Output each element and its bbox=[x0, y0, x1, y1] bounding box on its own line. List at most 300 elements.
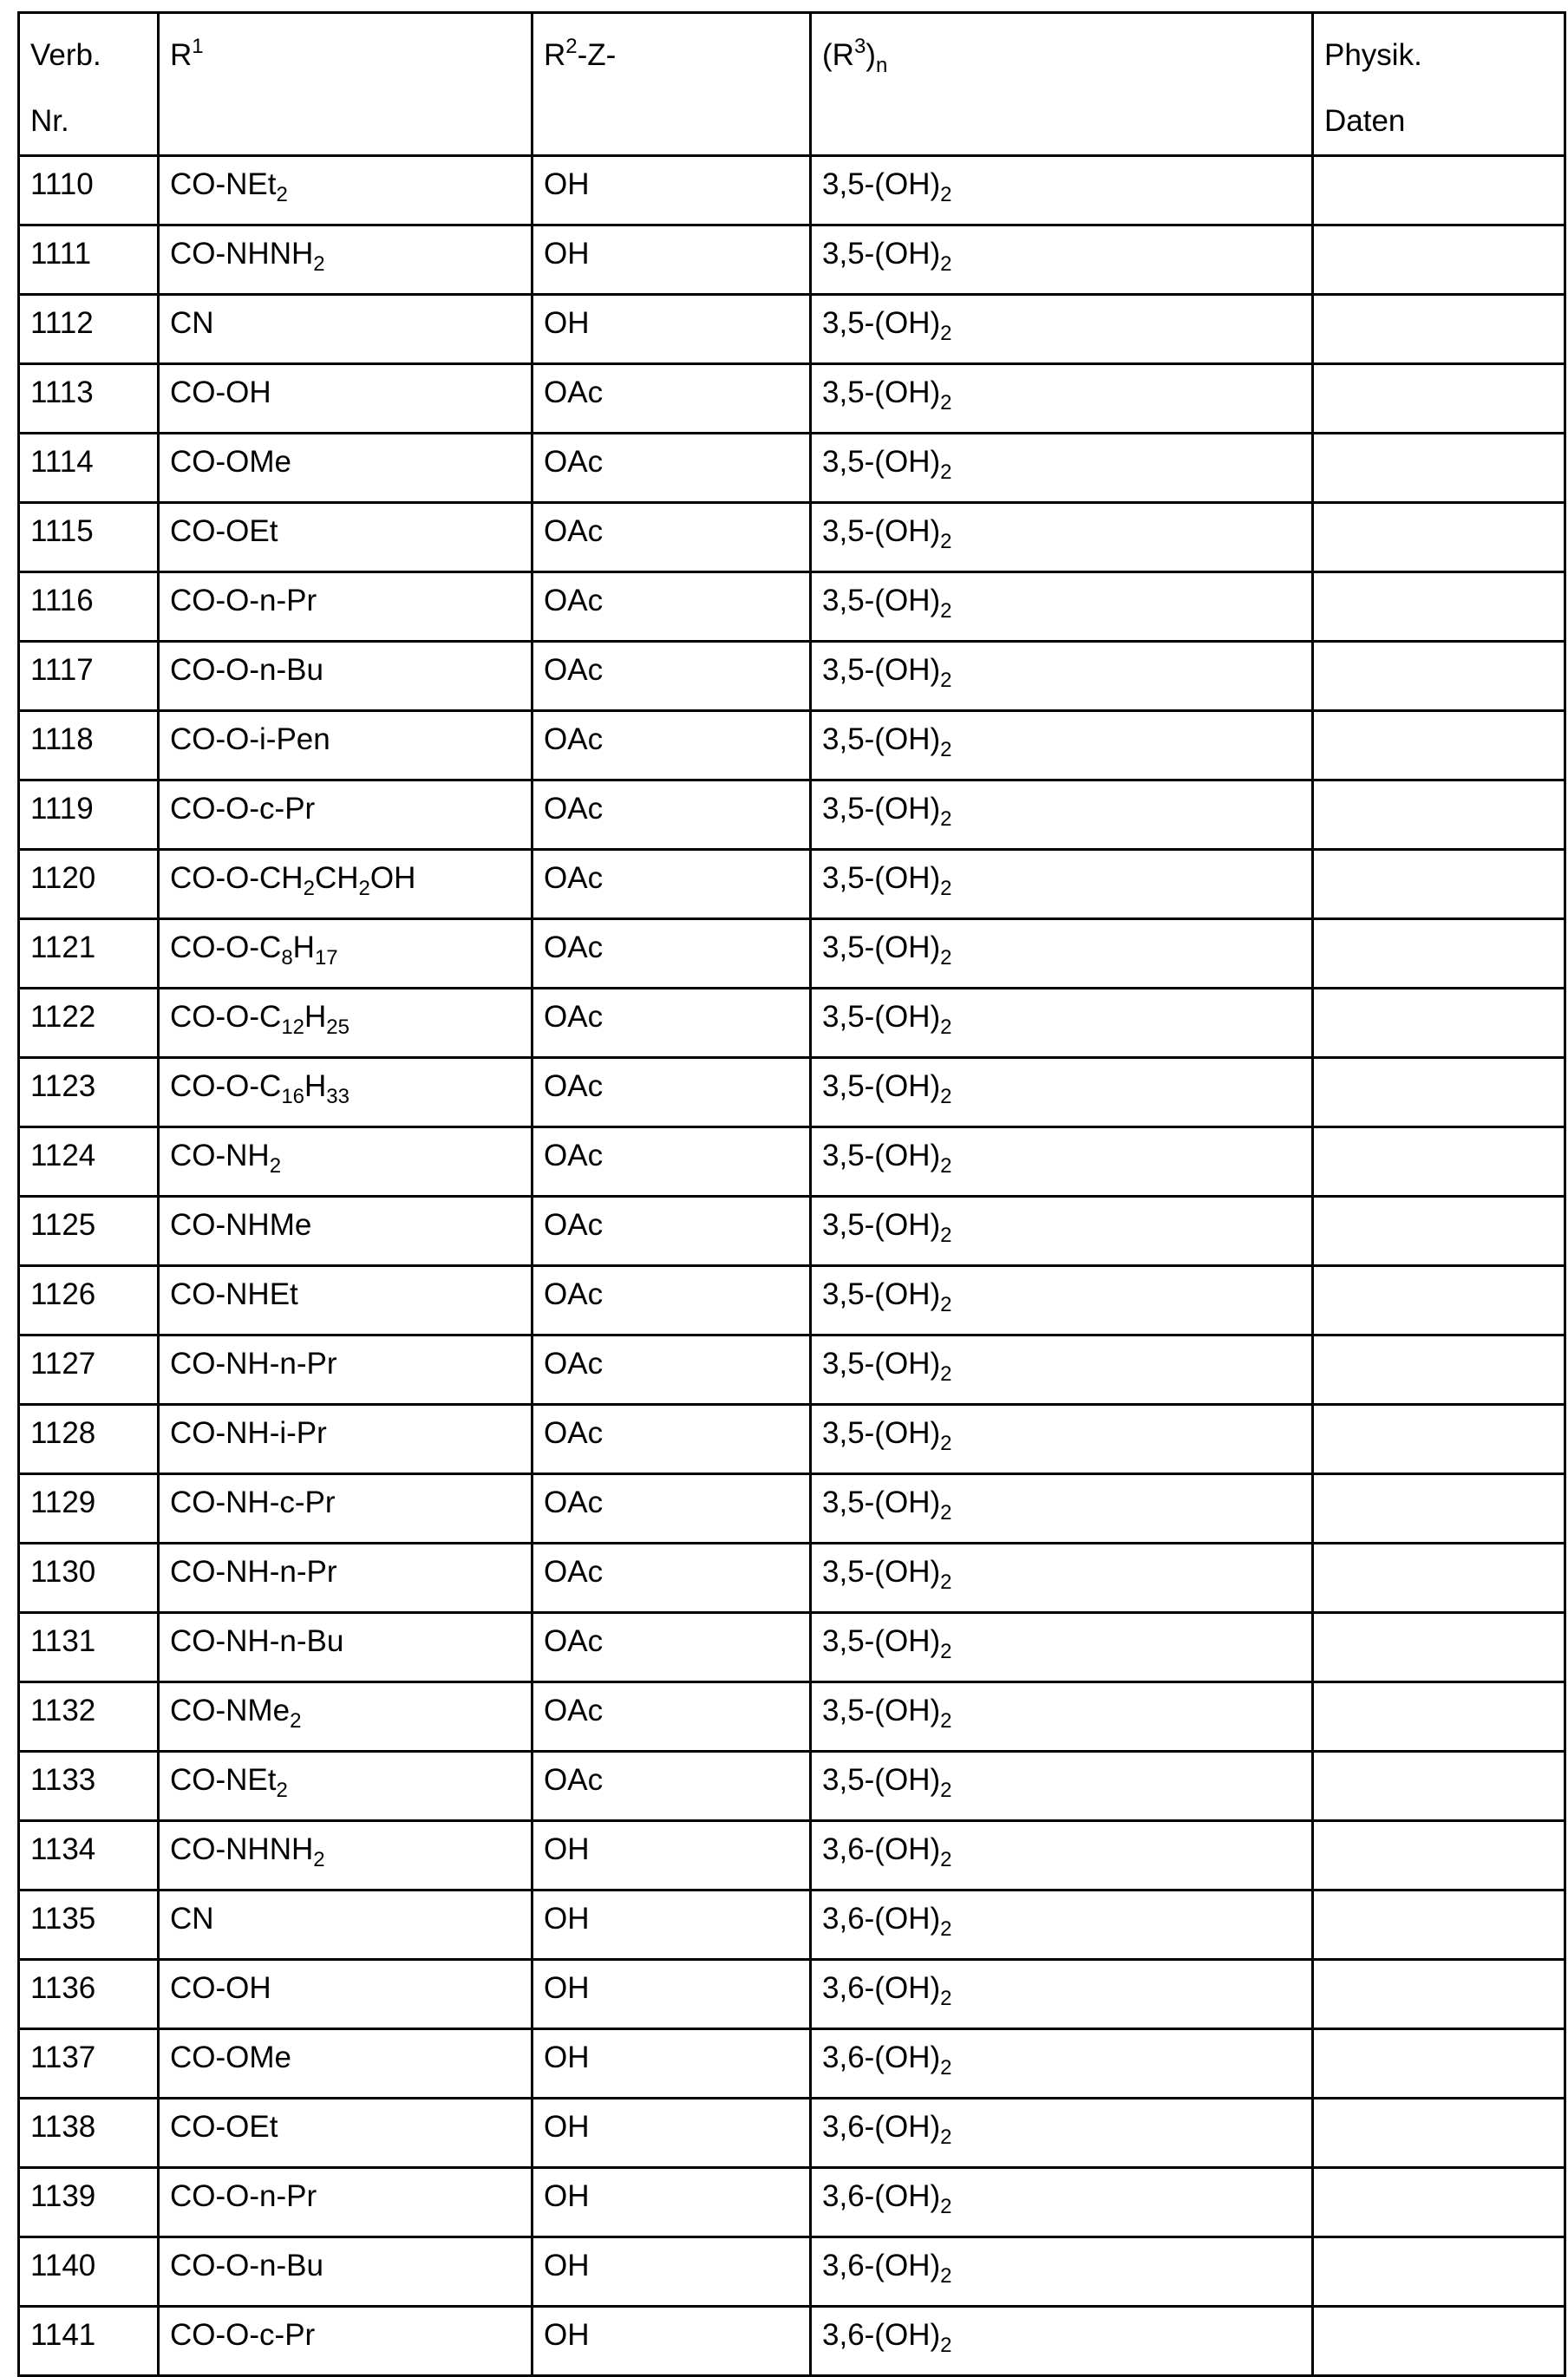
r2z-value: OAc bbox=[544, 445, 604, 479]
cell-r1 bbox=[159, 434, 532, 503]
cell-r2z bbox=[532, 642, 811, 711]
r3n-text: 3,5-(OH) bbox=[822, 653, 941, 687]
table-row bbox=[19, 503, 1565, 572]
r2z-value: OAc bbox=[544, 1000, 604, 1034]
r3n-subscript: 2 bbox=[940, 2126, 952, 2149]
cell-r3n bbox=[811, 572, 1313, 642]
table-row bbox=[19, 364, 1565, 434]
r3n-text: 3,5-(OH) bbox=[822, 722, 941, 756]
r3n-text: 3,5-(OH) bbox=[822, 861, 941, 895]
r1-text: CO-O-n-Bu bbox=[170, 2249, 323, 2282]
cell-verb-nr bbox=[19, 642, 159, 711]
cell-physik-daten bbox=[1313, 642, 1565, 711]
cell-verb-nr bbox=[19, 1266, 159, 1335]
cell-r3n bbox=[811, 225, 1313, 295]
cell-r3n bbox=[811, 1821, 1313, 1890]
compound-table bbox=[17, 11, 1566, 2377]
r1-text: OH bbox=[369, 861, 416, 895]
cell-r1 bbox=[159, 2237, 532, 2307]
r1-text: CO-NHNH bbox=[170, 237, 314, 271]
cell-r1 bbox=[159, 1266, 532, 1335]
header-row bbox=[19, 13, 1565, 156]
r3n-text: 3,5-(OH) bbox=[822, 931, 941, 964]
r1-text: CO-OH bbox=[170, 1971, 271, 2005]
cell-r1 bbox=[159, 503, 532, 572]
cell-r3n bbox=[811, 2307, 1313, 2376]
header-r2z bbox=[532, 13, 811, 156]
cell-physik-daten bbox=[1313, 919, 1565, 989]
table-row bbox=[19, 2237, 1565, 2307]
cell-r3n bbox=[811, 2168, 1313, 2237]
table-row bbox=[19, 2168, 1565, 2237]
cell-physik-daten bbox=[1313, 1752, 1565, 1821]
table-row bbox=[19, 1544, 1565, 1613]
cell-r1 bbox=[159, 1127, 532, 1197]
cell-r3n bbox=[811, 1544, 1313, 1613]
cell-r1 bbox=[159, 1960, 532, 2029]
r2z-value: OAc bbox=[544, 1763, 604, 1797]
r3n-subscript: 2 bbox=[940, 530, 952, 553]
cell-r3n bbox=[811, 780, 1313, 850]
r1-text: CO-NHNH bbox=[170, 1832, 314, 1866]
compound-number: 1138 bbox=[30, 2110, 96, 2144]
header-r2z-sup: 2 bbox=[565, 35, 578, 58]
r3n-subscript: 2 bbox=[940, 252, 952, 276]
r3n-subscript: 2 bbox=[940, 1154, 952, 1178]
r1-subscript: 25 bbox=[326, 1015, 350, 1039]
r1-text: CO-O-n-Pr bbox=[170, 2179, 317, 2213]
cell-verb-nr bbox=[19, 1752, 159, 1821]
r1-subscript: 8 bbox=[281, 946, 293, 970]
r3n-text: 3,6-(OH) bbox=[822, 2318, 941, 2352]
r3n-subscript: 2 bbox=[940, 738, 952, 761]
cell-r2z bbox=[532, 1266, 811, 1335]
cell-physik-daten bbox=[1313, 2099, 1565, 2168]
table-row bbox=[19, 1752, 1565, 1821]
header-verb-line2: Nr. bbox=[30, 104, 69, 138]
header-physik-line1: Physik. bbox=[1324, 38, 1422, 72]
table-row bbox=[19, 1266, 1565, 1335]
cell-verb-nr bbox=[19, 1613, 159, 1682]
cell-verb-nr bbox=[19, 225, 159, 295]
cell-verb-nr bbox=[19, 364, 159, 434]
r1-subscript: 12 bbox=[281, 1015, 305, 1039]
compound-number: 1116 bbox=[30, 584, 94, 617]
cell-verb-nr bbox=[19, 1544, 159, 1613]
r2z-value: OAc bbox=[544, 1555, 604, 1589]
table-row bbox=[19, 156, 1565, 225]
compound-number: 1130 bbox=[30, 1555, 96, 1589]
cell-r3n bbox=[811, 711, 1313, 780]
cell-r3n bbox=[811, 156, 1313, 225]
r3n-subscript: 2 bbox=[940, 669, 952, 692]
cell-r2z bbox=[532, 1960, 811, 2029]
r3n-text: 3,5-(OH) bbox=[822, 1208, 941, 1242]
cell-physik-daten bbox=[1313, 1266, 1565, 1335]
r3n-subscript: 2 bbox=[940, 460, 952, 484]
r1-text: CO-OMe bbox=[170, 445, 291, 479]
cell-r3n bbox=[811, 1335, 1313, 1405]
table-row bbox=[19, 1960, 1565, 2029]
cell-verb-nr bbox=[19, 919, 159, 989]
cell-r2z bbox=[532, 1613, 811, 1682]
header-r1-sup: 1 bbox=[192, 35, 204, 58]
r1-text: CO-O-i-Pen bbox=[170, 722, 330, 756]
compound-number: 1119 bbox=[30, 792, 94, 826]
header-physik-daten bbox=[1313, 13, 1565, 156]
header-r1-base: R bbox=[170, 38, 193, 72]
r1-text: CO-OH bbox=[170, 375, 271, 409]
r2z-value: OH bbox=[544, 1902, 590, 1936]
cell-r2z bbox=[532, 1335, 811, 1405]
cell-r2z bbox=[532, 1544, 811, 1613]
r3n-subscript: 2 bbox=[940, 1779, 952, 1802]
cell-verb-nr bbox=[19, 1474, 159, 1544]
r3n-text: 3,5-(OH) bbox=[822, 1069, 941, 1103]
compound-number: 1113 bbox=[30, 375, 94, 409]
r3n-text: 3,5-(OH) bbox=[822, 1555, 941, 1589]
r3n-subscript: 2 bbox=[940, 1224, 952, 1247]
r3n-text: 3,5-(OH) bbox=[822, 584, 941, 617]
table-row bbox=[19, 1127, 1565, 1197]
r3n-text: 3,6-(OH) bbox=[822, 2249, 941, 2282]
r3n-text: 3,5-(OH) bbox=[822, 375, 941, 409]
cell-r2z bbox=[532, 1197, 811, 1266]
r2z-value: OH bbox=[544, 306, 590, 340]
cell-physik-daten bbox=[1313, 225, 1565, 295]
r3n-subscript: 2 bbox=[940, 1015, 952, 1039]
cell-r3n bbox=[811, 364, 1313, 434]
cell-r2z bbox=[532, 1752, 811, 1821]
cell-verb-nr bbox=[19, 780, 159, 850]
cell-r1 bbox=[159, 850, 532, 919]
cell-physik-daten bbox=[1313, 1544, 1565, 1613]
cell-r3n bbox=[811, 434, 1313, 503]
table-body bbox=[19, 156, 1565, 2376]
compound-number: 1121 bbox=[30, 931, 96, 964]
cell-physik-daten bbox=[1313, 850, 1565, 919]
r1-subscript: 2 bbox=[276, 1779, 288, 1802]
cell-r1 bbox=[159, 2168, 532, 2237]
cell-r2z bbox=[532, 711, 811, 780]
r3n-text: 3,5-(OH) bbox=[822, 1486, 941, 1519]
r2z-value: OAc bbox=[544, 653, 604, 687]
compound-number: 1131 bbox=[30, 1624, 96, 1658]
cell-r2z bbox=[532, 1058, 811, 1127]
header-verb-line1: Verb. bbox=[30, 38, 101, 72]
cell-r3n bbox=[811, 642, 1313, 711]
cell-r2z bbox=[532, 2307, 811, 2376]
compound-number: 1117 bbox=[30, 653, 94, 687]
r3n-subscript: 2 bbox=[940, 1293, 952, 1316]
cell-verb-nr bbox=[19, 503, 159, 572]
cell-physik-daten bbox=[1313, 1058, 1565, 1127]
cell-r1 bbox=[159, 2099, 532, 2168]
cell-r1 bbox=[159, 1058, 532, 1127]
r3n-subscript: 2 bbox=[940, 322, 952, 345]
r3n-text: 3,5-(OH) bbox=[822, 1694, 941, 1727]
compound-number: 1120 bbox=[30, 861, 96, 895]
compound-number: 1129 bbox=[30, 1486, 96, 1519]
header-physik-line2: Daten bbox=[1324, 104, 1406, 138]
r3n-text: 3,5-(OH) bbox=[822, 514, 941, 548]
cell-verb-nr bbox=[19, 2237, 159, 2307]
cell-r1 bbox=[159, 1613, 532, 1682]
table-row bbox=[19, 2307, 1565, 2376]
r3n-subscript: 2 bbox=[940, 1085, 952, 1108]
r1-text: H bbox=[292, 931, 315, 964]
cell-verb-nr bbox=[19, 295, 159, 364]
r1-text: CO-NEt bbox=[170, 1763, 277, 1797]
r3n-subscript: 2 bbox=[940, 183, 952, 206]
compound-number: 1135 bbox=[30, 1902, 96, 1936]
cell-physik-daten bbox=[1313, 1405, 1565, 1474]
r1-text: H bbox=[304, 1069, 327, 1103]
table-row bbox=[19, 225, 1565, 295]
r3n-subscript: 2 bbox=[940, 877, 952, 900]
header-r3n-close: ) bbox=[866, 38, 876, 72]
compound-number: 1141 bbox=[30, 2318, 96, 2352]
r2z-value: OAc bbox=[544, 1208, 604, 1242]
r1-subscript: 2 bbox=[303, 877, 315, 900]
cell-r2z bbox=[532, 1405, 811, 1474]
compound-number: 1114 bbox=[30, 445, 94, 479]
r3n-subscript: 2 bbox=[940, 1432, 952, 1455]
cell-verb-nr bbox=[19, 1335, 159, 1405]
cell-r2z bbox=[532, 1821, 811, 1890]
table-row bbox=[19, 711, 1565, 780]
cell-physik-daten bbox=[1313, 1890, 1565, 1960]
cell-r2z bbox=[532, 2237, 811, 2307]
r3n-subscript: 2 bbox=[940, 1501, 952, 1525]
r3n-text: 3,5-(OH) bbox=[822, 445, 941, 479]
cell-r3n bbox=[811, 1474, 1313, 1544]
r3n-text: 3,5-(OH) bbox=[822, 1347, 941, 1381]
cell-r1 bbox=[159, 1544, 532, 1613]
cell-verb-nr bbox=[19, 850, 159, 919]
cell-verb-nr bbox=[19, 989, 159, 1058]
r1-text: CO-NH-n-Pr bbox=[170, 1555, 337, 1589]
cell-r1 bbox=[159, 919, 532, 989]
compound-number: 1111 bbox=[30, 237, 92, 271]
r3n-subscript: 2 bbox=[940, 1709, 952, 1733]
cell-verb-nr bbox=[19, 572, 159, 642]
r1-text: CO-NH-n-Bu bbox=[170, 1624, 344, 1658]
compound-number: 1112 bbox=[30, 306, 94, 340]
r1-text: CO-NEt bbox=[170, 167, 277, 201]
cell-verb-nr bbox=[19, 1197, 159, 1266]
cell-r3n bbox=[811, 989, 1313, 1058]
r3n-subscript: 2 bbox=[940, 1987, 952, 2010]
cell-r2z bbox=[532, 434, 811, 503]
r2z-value: OH bbox=[544, 2249, 590, 2282]
cell-r1 bbox=[159, 711, 532, 780]
header-verb-nr bbox=[19, 13, 159, 156]
cell-r1 bbox=[159, 156, 532, 225]
cell-verb-nr bbox=[19, 1405, 159, 1474]
r1-subscript: 2 bbox=[313, 252, 325, 276]
r2z-value: OAc bbox=[544, 1486, 604, 1519]
cell-verb-nr bbox=[19, 434, 159, 503]
r2z-value: OAc bbox=[544, 722, 604, 756]
cell-verb-nr bbox=[19, 1960, 159, 2029]
r3n-subscript: 2 bbox=[940, 2264, 952, 2288]
r3n-subscript: 2 bbox=[940, 1640, 952, 1663]
table-row bbox=[19, 780, 1565, 850]
cell-r2z bbox=[532, 295, 811, 364]
header-r3n bbox=[811, 13, 1313, 156]
cell-r2z bbox=[532, 919, 811, 989]
cell-physik-daten bbox=[1313, 364, 1565, 434]
cell-physik-daten bbox=[1313, 2237, 1565, 2307]
cell-r1 bbox=[159, 1335, 532, 1405]
r1-text: CN bbox=[170, 306, 214, 340]
r2z-value: OAc bbox=[544, 792, 604, 826]
r1-subscript: 17 bbox=[314, 946, 338, 970]
cell-physik-daten bbox=[1313, 1821, 1565, 1890]
cell-verb-nr bbox=[19, 2029, 159, 2099]
header-r1 bbox=[159, 13, 532, 156]
cell-r1 bbox=[159, 364, 532, 434]
cell-physik-daten bbox=[1313, 503, 1565, 572]
cell-r3n bbox=[811, 1405, 1313, 1474]
r3n-subscript: 2 bbox=[940, 1362, 952, 1386]
cell-r2z bbox=[532, 2029, 811, 2099]
cell-verb-nr bbox=[19, 2307, 159, 2376]
table-row bbox=[19, 1613, 1565, 1682]
cell-r3n bbox=[811, 2029, 1313, 2099]
cell-r1 bbox=[159, 1405, 532, 1474]
r1-text: CO-NH-n-Pr bbox=[170, 1347, 337, 1381]
r3n-text: 3,6-(OH) bbox=[822, 1832, 941, 1866]
r3n-text: 3,6-(OH) bbox=[822, 2110, 941, 2144]
cell-r3n bbox=[811, 1960, 1313, 2029]
cell-physik-daten bbox=[1313, 780, 1565, 850]
r2z-value: OH bbox=[544, 2110, 590, 2144]
cell-r1 bbox=[159, 1682, 532, 1752]
r3n-text: 3,6-(OH) bbox=[822, 1902, 941, 1936]
r1-text: CO-O-C bbox=[170, 931, 282, 964]
cell-r3n bbox=[811, 2099, 1313, 2168]
cell-r1 bbox=[159, 225, 532, 295]
header-r3n-open: (R bbox=[822, 38, 854, 72]
table-row bbox=[19, 2029, 1565, 2099]
compound-number: 1140 bbox=[30, 2249, 96, 2282]
cell-r3n bbox=[811, 1682, 1313, 1752]
r1-subscript: 2 bbox=[358, 877, 370, 900]
r1-text: CO-O-n-Pr bbox=[170, 584, 317, 617]
r1-subscript: 33 bbox=[326, 1085, 350, 1108]
cell-r2z bbox=[532, 156, 811, 225]
cell-r2z bbox=[532, 503, 811, 572]
cell-verb-nr bbox=[19, 1890, 159, 1960]
table-row bbox=[19, 295, 1565, 364]
cell-physik-daten bbox=[1313, 572, 1565, 642]
cell-r3n bbox=[811, 1266, 1313, 1335]
cell-physik-daten bbox=[1313, 1613, 1565, 1682]
cell-physik-daten bbox=[1313, 2307, 1565, 2376]
r3n-subscript: 2 bbox=[940, 807, 952, 831]
cell-physik-daten bbox=[1313, 1474, 1565, 1544]
compound-number: 1132 bbox=[30, 1694, 96, 1727]
table-row bbox=[19, 850, 1565, 919]
cell-physik-daten bbox=[1313, 2029, 1565, 2099]
cell-verb-nr bbox=[19, 1058, 159, 1127]
cell-physik-daten bbox=[1313, 1197, 1565, 1266]
r1-text: CO-O-C bbox=[170, 1000, 282, 1034]
r3n-text: 3,5-(OH) bbox=[822, 237, 941, 271]
cell-r1 bbox=[159, 1821, 532, 1890]
r3n-subscript: 2 bbox=[940, 2195, 952, 2218]
header-r3n-sup: 3 bbox=[853, 35, 866, 58]
cell-physik-daten bbox=[1313, 156, 1565, 225]
cell-r3n bbox=[811, 919, 1313, 989]
r1-text: CO-NMe bbox=[170, 1694, 291, 1727]
r1-text: CO-NHMe bbox=[170, 1208, 312, 1242]
r2z-value: OAc bbox=[544, 584, 604, 617]
r2z-value: OAc bbox=[544, 514, 604, 548]
r3n-text: 3,5-(OH) bbox=[822, 792, 941, 826]
cell-r1 bbox=[159, 780, 532, 850]
cell-r2z bbox=[532, 572, 811, 642]
table-row bbox=[19, 1335, 1565, 1405]
cell-r3n bbox=[811, 850, 1313, 919]
r1-text: CO-NH-c-Pr bbox=[170, 1486, 336, 1519]
r1-text: CO-OEt bbox=[170, 2110, 278, 2144]
cell-r3n bbox=[811, 2237, 1313, 2307]
r3n-text: 3,5-(OH) bbox=[822, 1416, 941, 1450]
r3n-text: 3,6-(OH) bbox=[822, 2041, 941, 2074]
r2z-value: OAc bbox=[544, 1416, 604, 1450]
cell-verb-nr bbox=[19, 1821, 159, 1890]
table-row bbox=[19, 989, 1565, 1058]
r3n-text: 3,5-(OH) bbox=[822, 306, 941, 340]
cell-r1 bbox=[159, 1890, 532, 1960]
cell-r1 bbox=[159, 295, 532, 364]
r1-text: H bbox=[304, 1000, 327, 1034]
cell-physik-daten bbox=[1313, 989, 1565, 1058]
cell-r2z bbox=[532, 989, 811, 1058]
r1-text: CO-O-C bbox=[170, 1069, 282, 1103]
r1-text: CO-NHEt bbox=[170, 1277, 298, 1311]
r1-subscript: 2 bbox=[276, 183, 288, 206]
cell-verb-nr bbox=[19, 711, 159, 780]
header-r2z-rest: -Z- bbox=[577, 38, 617, 72]
cell-r3n bbox=[811, 1613, 1313, 1682]
table-row bbox=[19, 1474, 1565, 1544]
table-row bbox=[19, 1821, 1565, 1890]
r2z-value: OH bbox=[544, 237, 590, 271]
r2z-value: OAc bbox=[544, 931, 604, 964]
compound-number: 1123 bbox=[30, 1069, 96, 1103]
cell-r3n bbox=[811, 1890, 1313, 1960]
cell-r1 bbox=[159, 2029, 532, 2099]
compound-number: 1110 bbox=[30, 167, 94, 201]
table-row bbox=[19, 1197, 1565, 1266]
cell-r2z bbox=[532, 780, 811, 850]
cell-r3n bbox=[811, 295, 1313, 364]
compound-number: 1133 bbox=[30, 1763, 96, 1797]
cell-r1 bbox=[159, 1197, 532, 1266]
compound-number: 1122 bbox=[30, 1000, 96, 1034]
r3n-text: 3,5-(OH) bbox=[822, 1139, 941, 1172]
cell-r3n bbox=[811, 1197, 1313, 1266]
cell-r1 bbox=[159, 989, 532, 1058]
cell-physik-daten bbox=[1313, 1127, 1565, 1197]
r1-text: CO-O-c-Pr bbox=[170, 792, 316, 826]
cell-r2z bbox=[532, 364, 811, 434]
r1-subscript: 2 bbox=[313, 1848, 325, 1871]
